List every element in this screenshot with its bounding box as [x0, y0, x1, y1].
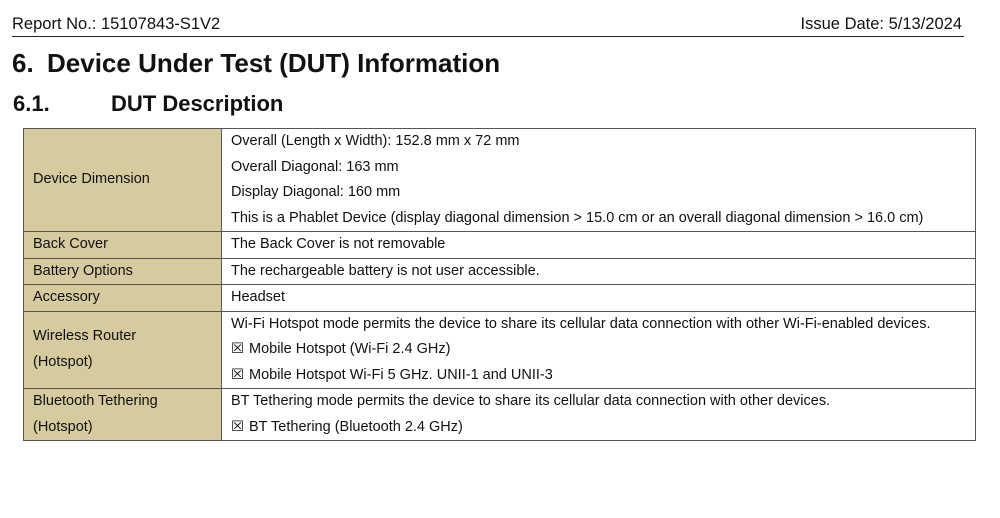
- table-row-wireless-router: [24, 311, 976, 389]
- checked-item-label: Mobile Hotspot (Wi-Fi 2.4 GHz): [249, 341, 451, 357]
- subsection-number: 6.1.: [13, 91, 50, 116]
- desc-line: Headset: [231, 289, 286, 305]
- section-heading: [12, 46, 500, 80]
- desc-line: This is a Phablet Device (display diagonal dimension > 15.0 cm or an overall diagonal dimension > 16.0 cm): [231, 209, 924, 226]
- row-description: [222, 258, 976, 285]
- desc-line: The Back Cover is not removable: [231, 236, 446, 252]
- checked-box-icon: ☒: [231, 366, 244, 383]
- subsection-title: DUT Description: [111, 91, 284, 116]
- desc-line: Overall (Length x Width): 152.8 mm x 72 mm: [231, 133, 520, 149]
- label-line: Device Dimension: [33, 171, 150, 188]
- label-line: Accessory: [33, 289, 100, 305]
- row-description: [222, 285, 976, 312]
- row-label: [24, 129, 222, 232]
- label-line: Back Cover: [33, 236, 108, 252]
- row-description: [222, 311, 976, 389]
- row-label: [24, 389, 222, 441]
- dut-description-table: [23, 128, 976, 441]
- desc-line: Display Diagonal: 160 mm: [231, 184, 401, 200]
- table-row-device-dimension: [24, 129, 976, 232]
- row-label: [24, 232, 222, 259]
- checked-item-label: BT Tethering (Bluetooth 2.4 GHz): [249, 418, 463, 435]
- checked-item: [231, 337, 966, 363]
- table-row-back-cover: [24, 232, 976, 259]
- row-label: [24, 311, 222, 389]
- issue-date: Issue Date: 5/13/2024: [800, 15, 962, 33]
- label-line: (Hotspot): [33, 418, 93, 435]
- desc-line: Overall Diagonal: 163 mm: [231, 158, 399, 175]
- table-row-accessory: [24, 285, 976, 312]
- subsection-heading: [13, 89, 283, 119]
- label-line: Battery Options: [33, 262, 133, 279]
- checked-box-icon: ☒: [231, 418, 244, 435]
- desc-line: The rechargeable battery is not user accessible.: [231, 262, 540, 279]
- section-title: Device Under Test (DUT) Information: [47, 48, 501, 78]
- desc-line: Wi-Fi Hotspot mode permits the device to share its cellular data connection with other Wi-Fi-enabled devices.: [231, 315, 931, 332]
- section-number: 6.: [12, 48, 34, 78]
- desc-line: BT Tethering mode permits the device to share its cellular data connection with other devices.: [231, 393, 831, 409]
- report-number: Report No.: 15107843-S1V2: [12, 15, 221, 33]
- checked-item: [231, 363, 966, 389]
- page-header: [12, 12, 964, 37]
- row-label: [24, 258, 222, 285]
- row-description: [222, 232, 976, 259]
- label-line: Bluetooth Tethering: [33, 393, 158, 409]
- table-row-bluetooth-tethering: [24, 389, 976, 441]
- row-description: [222, 129, 976, 232]
- row-description: [222, 389, 976, 441]
- checked-box-icon: ☒: [231, 341, 244, 357]
- checked-item-label: Mobile Hotspot Wi-Fi 5 GHz. UNII-1 and UNII-3: [249, 366, 553, 383]
- label-line: (Hotspot): [33, 353, 93, 370]
- label-line: Wireless Router: [33, 328, 137, 345]
- checked-item: [231, 415, 966, 441]
- table-row-battery-options: [24, 258, 976, 285]
- row-label: [24, 285, 222, 312]
